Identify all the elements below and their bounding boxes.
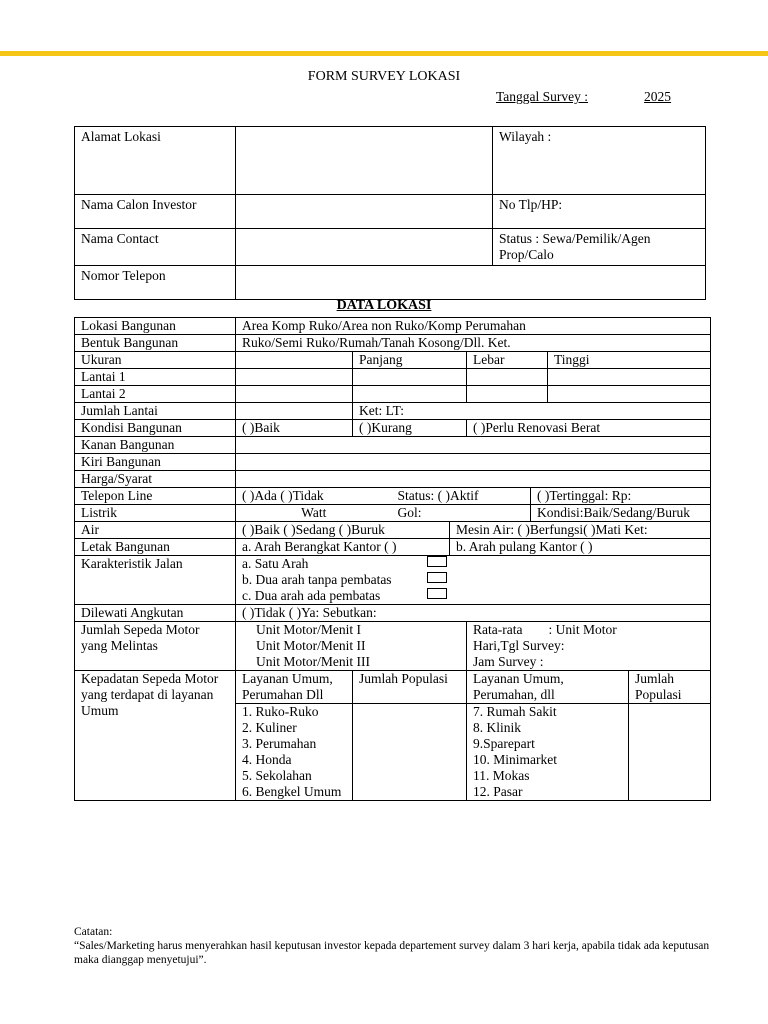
air-label: Air xyxy=(75,522,236,539)
tinggi-header: Tinggi xyxy=(548,352,711,369)
karakteristik-b-label: b. Dua arah tanpa pembatas xyxy=(242,572,392,587)
row-kepadatan-header xyxy=(75,671,711,704)
investor-label: Nama Calon Investor xyxy=(75,195,236,229)
kiri-field[interactable] xyxy=(236,454,711,471)
lantai1-tinggi[interactable] xyxy=(548,369,711,386)
row-kiri xyxy=(75,454,711,471)
catatan-label: Catatan: xyxy=(74,926,113,938)
lantai1-label: Lantai 1 xyxy=(75,369,236,386)
kondisi-label: Kondisi Bangunan xyxy=(75,420,236,437)
jumlah-lantai-label: Jumlah Lantai xyxy=(75,403,236,420)
lantai2-label: Lantai 2 xyxy=(75,386,236,403)
karakteristik-c[interactable] xyxy=(242,588,447,604)
identity-table xyxy=(74,126,706,300)
harga-label: Harga/Syarat xyxy=(75,471,236,488)
lantai1-cell[interactable] xyxy=(236,369,353,386)
kanan-label: Kanan Bangunan xyxy=(75,437,236,454)
contact-field[interactable] xyxy=(236,229,493,266)
catatan-note xyxy=(74,925,714,967)
row-karakteristik xyxy=(75,556,711,605)
ukuran-blank xyxy=(236,352,353,369)
karakteristik-a[interactable] xyxy=(242,556,447,572)
layanan-list-left xyxy=(236,704,353,801)
populasi-field-left[interactable] xyxy=(353,704,467,801)
telepon-field[interactable] xyxy=(236,266,706,300)
jumlah-lantai-cell[interactable] xyxy=(236,403,353,420)
telepon-line-tertinggal[interactable]: ( )Tertinggal: Rp: xyxy=(531,488,711,505)
lantai2-tinggi[interactable] xyxy=(548,386,711,403)
status-field[interactable]: Status : Sewa/Pemilik/Agen Prop/Calo xyxy=(493,229,706,266)
row-sepeda-motor xyxy=(75,622,711,671)
kondisi-baik[interactable]: ( )Baik xyxy=(236,420,353,437)
row-listrik xyxy=(75,505,711,522)
list-item: 9.Sparepart xyxy=(473,736,535,751)
letak-berangkat[interactable]: a. Arah Berangkat Kantor ( ) xyxy=(236,539,450,556)
letak-pulang[interactable]: b. Arah pulang Kantor ( ) xyxy=(450,539,711,556)
investor-field[interactable] xyxy=(236,195,493,229)
listrik-label: Listrik xyxy=(75,505,236,522)
karakteristik-c-label: c. Dua arah ada pembatas xyxy=(242,588,381,603)
lebar-header: Lebar xyxy=(467,352,548,369)
survey-date-label: Tanggal Survey : xyxy=(496,89,589,104)
bentuk-value[interactable]: Ruko/Semi Ruko/Rumah/Tanah Kosong/Dll. Ket. xyxy=(236,335,711,352)
harga-field[interactable] xyxy=(236,471,711,488)
row-ukuran xyxy=(75,352,711,369)
section-title: DATA LOKASI xyxy=(336,298,432,313)
list-item: 4. Honda xyxy=(242,752,292,767)
row-kondisi xyxy=(75,420,711,437)
row-air xyxy=(75,522,711,539)
listrik-kondisi[interactable]: Kondisi:Baik/Sedang/Buruk xyxy=(531,505,711,522)
lantai1-lebar[interactable] xyxy=(467,369,548,386)
sepeda-motor-label: Jumlah Sepeda Motor yang Melintas xyxy=(75,622,236,671)
list-item: 7. Rumah Sakit xyxy=(473,704,557,719)
row-lokasi xyxy=(75,318,711,335)
checkbox-a[interactable] xyxy=(427,556,447,567)
contact-label: Nama Contact xyxy=(75,229,236,266)
listrik-watt[interactable]: Watt xyxy=(236,505,392,522)
kiri-label: Kiri Bangunan xyxy=(75,454,236,471)
row-telepon-line xyxy=(75,488,711,505)
checkbox-b[interactable] xyxy=(427,572,447,583)
catatan-text: “Sales/Marketing harus menyerahkan hasil keputusan investor kepada departement survey dalam 3 hari kerja, apabila tidak ada keputusan maka dianggap menyetujui”. xyxy=(74,940,710,966)
lantai2-lebar[interactable] xyxy=(467,386,548,403)
lokasi-label: Lokasi Bangunan xyxy=(75,318,236,335)
data-lokasi-table xyxy=(74,317,711,801)
list-item: 3. Perumahan xyxy=(242,736,317,751)
karakteristik-b[interactable] xyxy=(242,572,447,588)
telepon-line-ada[interactable]: ( )Ada ( )Tidak xyxy=(236,488,392,505)
air-kondisi[interactable]: ( )Baik ( )Sedang ( )Buruk xyxy=(236,522,450,539)
layanan-header-right: Layanan Umum, Perumahan, dll xyxy=(467,671,629,704)
list-item: 8. Klinik xyxy=(473,720,522,735)
row-angkutan xyxy=(75,605,711,622)
telepon-line-status[interactable]: Status: ( )Aktif xyxy=(392,488,531,505)
unit-menit-2: Unit Motor/Menit II xyxy=(256,638,366,653)
populasi-header-left: Jumlah Populasi xyxy=(353,671,467,704)
list-item: 2. Kuliner xyxy=(242,720,297,735)
kanan-field[interactable] xyxy=(236,437,711,454)
row-letak xyxy=(75,539,711,556)
unit-menit-1: Unit Motor/Menit I xyxy=(256,622,361,637)
list-item: 12. Pasar xyxy=(473,784,523,799)
telepon-line-label: Telepon Line xyxy=(75,488,236,505)
lokasi-value[interactable]: Area Komp Ruko/Area non Ruko/Komp Perumahan xyxy=(236,318,711,335)
row-jumlah-lantai xyxy=(75,403,711,420)
kondisi-kurang[interactable]: ( )Kurang xyxy=(353,420,467,437)
kepadatan-label: Kepadatan Sepeda Motor yang terdapat di layanan Umum xyxy=(75,671,236,801)
list-item: 6. Bengkel Umum xyxy=(242,784,342,799)
list-item: 11. Mokas xyxy=(473,768,530,783)
ukuran-label: Ukuran xyxy=(75,352,236,369)
row-kanan xyxy=(75,437,711,454)
populasi-field-right[interactable] xyxy=(629,704,711,801)
row-bentuk xyxy=(75,335,711,352)
letak-label: Letak Bangunan xyxy=(75,539,236,556)
karakteristik-a-label: a. Satu Arah xyxy=(242,556,309,571)
lantai2-cell[interactable] xyxy=(236,386,353,403)
bentuk-label: Bentuk Bangunan xyxy=(75,335,236,352)
alamat-label: Alamat Lokasi xyxy=(75,127,236,195)
listrik-gol[interactable]: Gol: xyxy=(392,505,531,522)
row-lantai2 xyxy=(75,386,711,403)
panjang-header: Panjang xyxy=(353,352,467,369)
layanan-list-right xyxy=(467,704,629,801)
angkutan-label: Dilewati Angkutan xyxy=(75,605,236,622)
hari-tgl-survey: Hari,Tgl Survey: xyxy=(473,638,565,653)
sepeda-motor-units[interactable] xyxy=(236,622,467,671)
wilayah-field[interactable]: Wilayah : xyxy=(493,127,706,195)
unit-menit-3: Unit Motor/Menit III xyxy=(256,654,370,669)
jumlah-lantai-ket[interactable]: Ket: LT: xyxy=(353,403,711,420)
layanan-header-left: Layanan Umum, Perumahan Dll xyxy=(236,671,353,704)
survey-year: 2025 xyxy=(644,89,672,104)
rata-rata-label: Rata-rata xyxy=(473,622,523,637)
checkbox-c[interactable] xyxy=(427,588,447,599)
sepeda-motor-summary[interactable] xyxy=(467,622,711,671)
row-harga xyxy=(75,471,711,488)
jam-survey: Jam Survey : xyxy=(473,654,544,669)
list-item: 10. Minimarket xyxy=(473,752,557,767)
air-mesin[interactable]: Mesin Air: ( )Berfungsi( )Mati Ket: xyxy=(450,522,711,539)
top-accent-bar xyxy=(0,51,768,56)
form-title: FORM SURVEY LOKASI xyxy=(307,69,461,84)
telepon-label: Nomor Telepon xyxy=(75,266,236,300)
list-item: 1. Ruko-Ruko xyxy=(242,704,319,719)
rata-rata-unit: : Unit Motor xyxy=(548,622,617,637)
karakteristik-label: Karakteristik Jalan xyxy=(75,556,236,605)
alamat-field[interactable] xyxy=(236,127,493,195)
kondisi-renovasi[interactable]: ( )Perlu Renovasi Berat xyxy=(467,420,711,437)
row-lantai1 xyxy=(75,369,711,386)
lantai2-panjang[interactable] xyxy=(353,386,467,403)
angkutan-value[interactable]: ( )Tidak ( )Ya: Sebutkan: xyxy=(236,605,711,622)
list-item: 5. Sekolahan xyxy=(242,768,312,783)
populasi-header-right: Jumlah Populasi xyxy=(629,671,711,704)
phone-field[interactable]: No Tlp/HP: xyxy=(493,195,706,229)
lantai1-panjang[interactable] xyxy=(353,369,467,386)
karakteristik-options xyxy=(236,556,711,605)
survey-date xyxy=(496,89,671,105)
